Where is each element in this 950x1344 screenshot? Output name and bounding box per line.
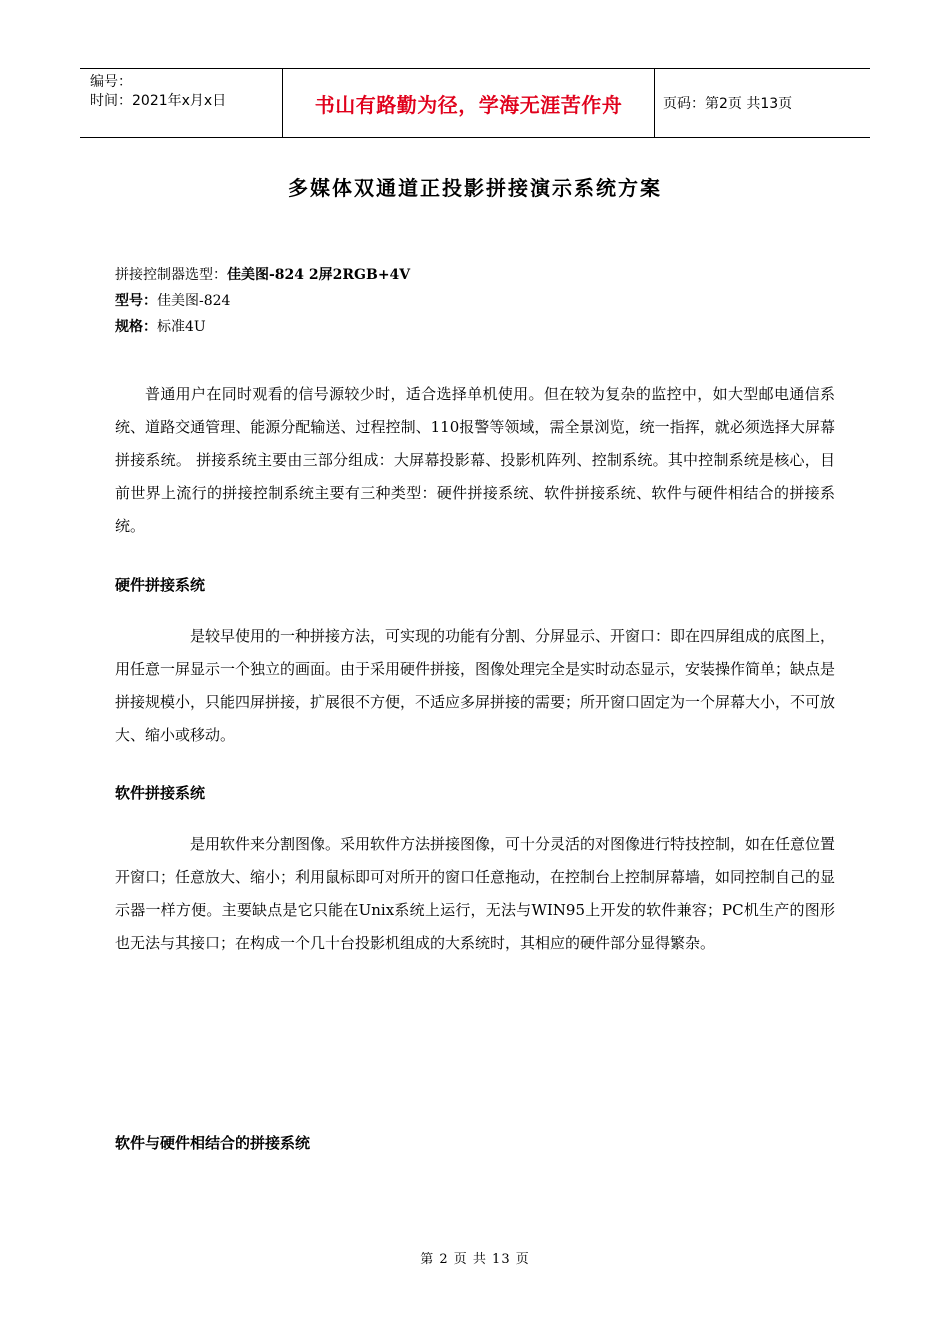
section-body-software: 是用软件来分割图像。采用软件方法拼接图像，可十分灵活的对图像进行特技控制，如在任意位置开窗口；任意放大、缩小；利用鼠标即可对所开的窗口任意拖动，在控制台上控制屏幕墙，如同控制自己的显示器一样方便。主要缺点是它只能在Unix系统上运行，无法与WIN95上开发的软件兼容；PC机生产的图形也无法与其接口；在构成一个几十台投影机组成的大系统时，其相应的硬件部分显得繁杂。 [115,835,836,952]
spec-value: 标准4U [157,319,206,335]
page-footer: 第 2 页 共 13 页 [420,1252,530,1267]
spec-block [115,262,410,340]
number-label: 编号： [90,74,132,90]
date-label: 时间：2021年x月x日 [90,93,227,109]
spec-line [115,314,410,340]
document-title: 多媒体双通道正投影拼接演示系统方案 [288,176,662,200]
controller-value: 佳美图-824 2屏2RGB+4V [227,267,411,283]
header-left-cell [80,69,282,137]
section-heading-combined: 软件与硬件相结合的拼接系统 [115,1134,311,1152]
intro-paragraph: 普通用户在同时观看的信号源较少时，适合选择单机使用。但在较为复杂的监控中，如大型邮电通信系统、道路交通管理、能源分配输送、过程控制、110报警等领域，需全景浏览，统一指挥，就必须选择大屏幕拼接系统。 拼接系统主要由三部分组成：大屏幕投影幕、投影机阵列、控制系统。其中控制系统是核心，目前世界上流行的拼接控制系统主要有三种类型：硬件拼接系统、软件拼接系统、软件与硬件相结合的拼接系统。 [115,385,835,535]
controller-line [115,262,410,288]
header-page-cell [655,69,870,137]
spec-label: 规格： [115,319,157,335]
section-heading-hardware: 硬件拼接系统 [115,576,206,594]
motto-text: 书山有路勤为径，学海无涯苦作舟 [314,92,623,117]
model-line [115,288,410,314]
page-label: 页码：第2页 共13页 [663,96,793,112]
header-motto-cell [282,69,655,137]
section-body-hardware: 是较早使用的一种拼接方法，可实现的功能有分割、分屏显示、开窗口：即在四屏组成的底图上，用任意一屏显示一个独立的画面。由于采用硬件拼接，图像处理完全是实时动态显示，安装操作简单；缺点是拼接规模小，只能四屏拼接，扩展很不方便，不适应多屏拼接的需要；所开窗口固定为一个屏幕大小，不可放大、缩小或移动。 [115,627,836,744]
model-value: 佳美图-824 [157,293,231,309]
header-table [80,68,870,138]
model-label: 型号： [115,293,157,309]
controller-label: 拼接控制器选型： [115,267,227,283]
section-heading-software: 软件拼接系统 [115,784,206,802]
